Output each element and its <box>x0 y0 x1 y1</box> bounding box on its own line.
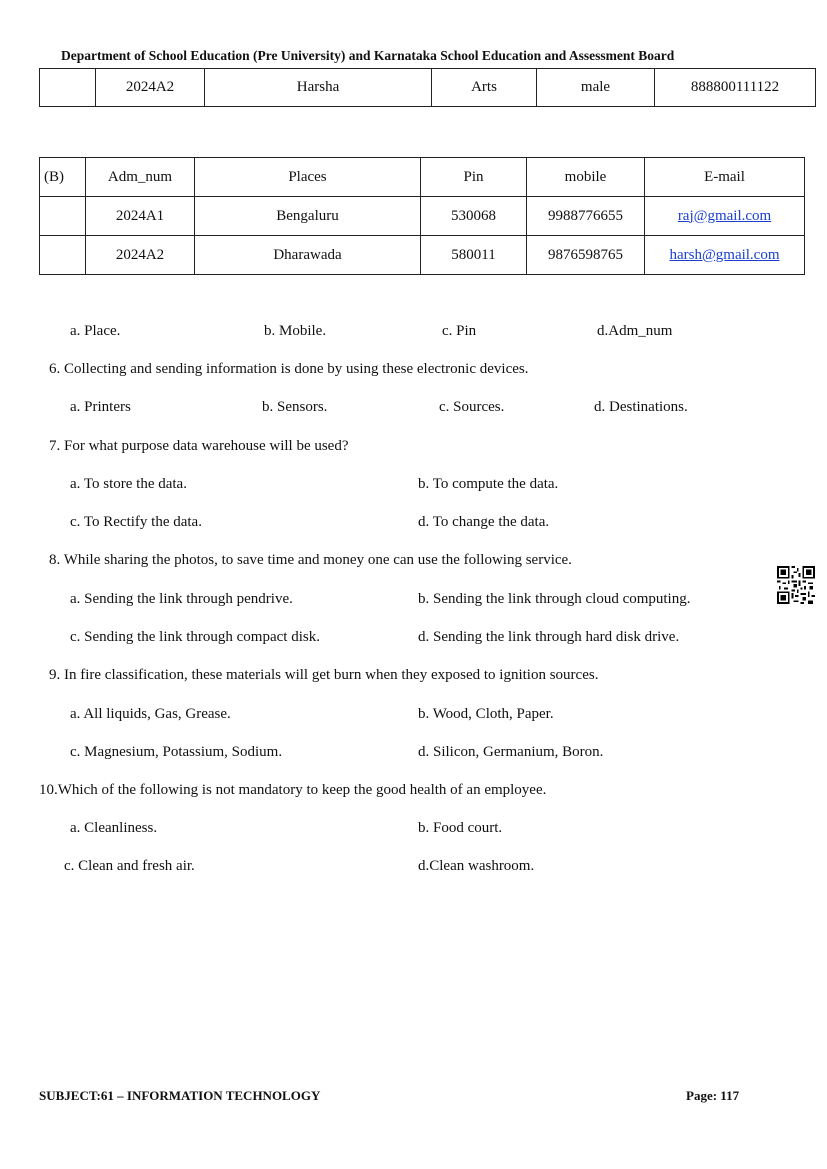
q7-option-b: b. To compute the data. <box>418 476 559 492</box>
question-8: 8. While sharing the photos, to save time and money one can use the following service. <box>49 552 572 568</box>
question-9: 9. In fire classification, these materials will get burn when they exposed to ignition sources. <box>49 667 599 683</box>
footer-subject: SUBJECT:61 – INFORMATION TECHNOLOGY <box>39 1088 321 1103</box>
q6-option-a: a. Printers <box>70 399 131 415</box>
q9-option-c: c. Magnesium, Potassium, Sodium. <box>70 744 283 760</box>
table-header-row <box>40 158 805 197</box>
table-cell <box>40 69 96 107</box>
q6-option-c: c. Sources. <box>439 399 505 415</box>
column-header: mobile <box>527 158 645 197</box>
q6-option-d: d. Destinations. <box>594 399 688 415</box>
column-header: Adm_num <box>86 158 195 197</box>
q6-option-b: b. Sensors. <box>262 399 328 415</box>
q7-option-d: d. To change the data. <box>418 514 550 530</box>
table-cell: 530068 <box>421 197 527 236</box>
column-header: E-mail <box>645 158 805 197</box>
q8-option-c: c. Sending the link through compact disk. <box>70 629 320 645</box>
table-cell: 9876598765 <box>527 236 645 275</box>
column-header: Pin <box>421 158 527 197</box>
q10-option-a: a. Cleanliness. <box>70 820 158 836</box>
table-cell <box>645 236 805 275</box>
email-link[interactable]: raj@gmail.com <box>677 207 772 224</box>
page-header: Department of School Education (Pre University) and Karnataka School Education and Assessment Board <box>61 48 675 63</box>
table-cell: 2024A2 <box>86 236 195 275</box>
qr-code-icon <box>777 566 815 604</box>
table-cell <box>645 197 805 236</box>
question-6: 6. Collecting and sending information is done by using these electronic devices. <box>49 361 529 377</box>
table-cell: Harsha <box>205 69 432 107</box>
question-7: 7. For what purpose data warehouse will be used? <box>49 438 349 454</box>
table-label: (B) <box>40 158 86 197</box>
q9-option-a: a. All liquids, Gas, Grease. <box>70 706 231 722</box>
student-table-b <box>39 157 805 275</box>
table-row <box>40 197 805 236</box>
q8-option-d: d. Sending the link through hard disk drive. <box>418 629 680 645</box>
table-cell: 580011 <box>421 236 527 275</box>
table-cell <box>40 197 86 236</box>
column-header: Places <box>195 158 421 197</box>
table-cell: 2024A1 <box>86 197 195 236</box>
table-cell: male <box>537 69 655 107</box>
question-10: 10.Which of the following is not mandatory to keep the good health of an employee. <box>39 782 547 798</box>
q8-option-b: b. Sending the link through cloud computing. <box>418 591 691 607</box>
table-row <box>40 69 816 107</box>
email-link[interactable]: harsh@gmail.com <box>669 246 780 263</box>
q7-option-c: c. To Rectify the data. <box>70 514 202 530</box>
q5-option-d: d.Adm_num <box>597 323 673 339</box>
q7-option-a: a. To store the data. <box>70 476 187 492</box>
table-cell: 888800111122 <box>655 69 816 107</box>
table-cell: Bengaluru <box>195 197 421 236</box>
q10-option-d: d.Clean washroom. <box>418 858 535 874</box>
table-row <box>40 236 805 275</box>
table-cell: 2024A2 <box>96 69 205 107</box>
q5-option-c: c. Pin <box>442 323 477 339</box>
table-cell <box>40 236 86 275</box>
q8-option-a: a. Sending the link through pendrive. <box>70 591 293 607</box>
table-cell: Dharawada <box>195 236 421 275</box>
q9-option-d: d. Silicon, Germanium, Boron. <box>418 744 604 760</box>
footer-page-number: Page: 117 <box>686 1088 740 1103</box>
q9-option-b: b. Wood, Cloth, Paper. <box>418 706 554 722</box>
q5-option-b: b. Mobile. <box>264 323 327 339</box>
q10-option-c: c. Clean and fresh air. <box>64 858 195 874</box>
student-table-a <box>39 68 816 107</box>
table-cell: Arts <box>432 69 537 107</box>
q5-option-a: a. Place. <box>70 323 121 339</box>
table-cell: 9988776655 <box>527 197 645 236</box>
q10-option-b: b. Food court. <box>418 820 503 836</box>
